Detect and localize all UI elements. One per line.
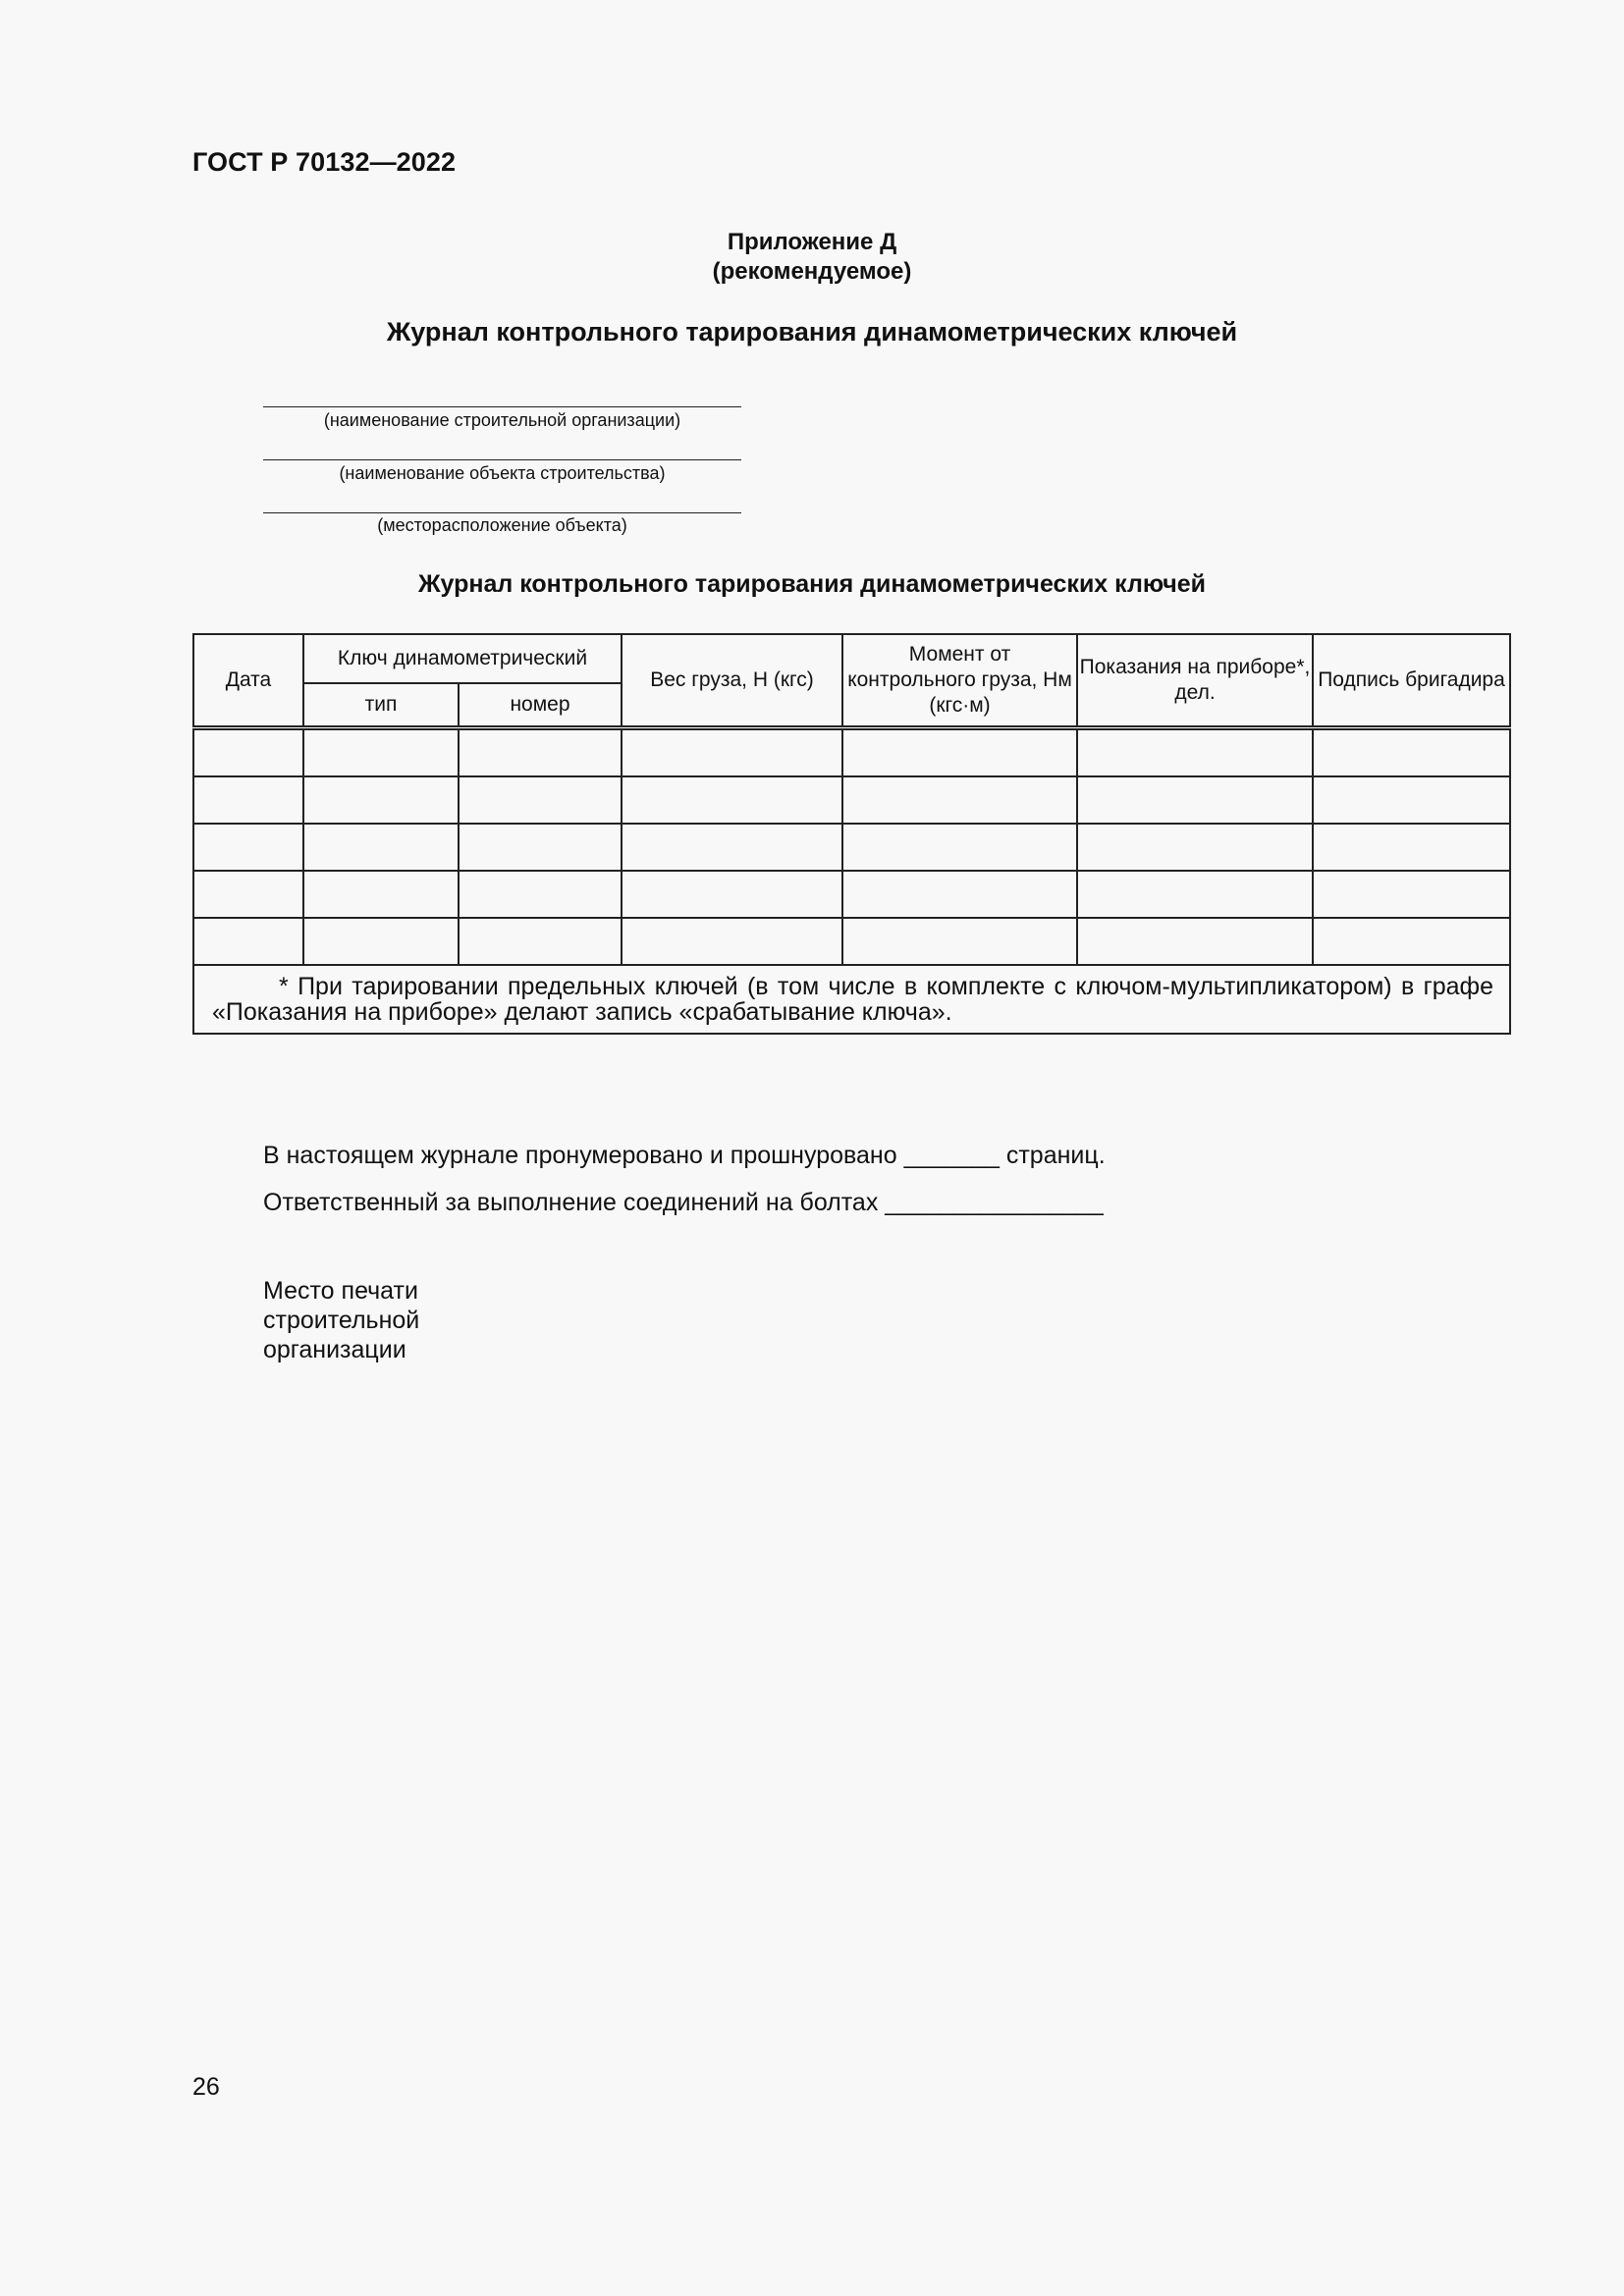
table-cell (459, 871, 622, 918)
table-cell (1313, 727, 1510, 776)
table-cell (303, 871, 459, 918)
table-cell (459, 824, 622, 871)
page-number: 26 (192, 2073, 220, 2101)
object-name-caption: (наименование объекта строительства) (339, 463, 666, 483)
table-footnote: * При тарировании предельных ключей (в том числе в комплекте с ключом-мультипликатором) в графе «Показания на приборе» делают запись «срабатывание ключа». (212, 972, 1493, 1026)
table-cell (193, 776, 303, 824)
table-cell (1077, 871, 1313, 918)
table-cell (1313, 871, 1510, 918)
document-id: ГОСТ Р 70132—2022 (192, 147, 457, 177)
table-cell (303, 824, 459, 871)
table-cell (622, 918, 842, 965)
journal-table-wrapper (192, 633, 1509, 1035)
footnote-row (193, 965, 1510, 1034)
header-weight: Вес груза, Н (кгс) (622, 634, 842, 727)
table-cell (1313, 918, 1510, 965)
stamp-line-3: организации (263, 1336, 406, 1363)
table-cell (193, 871, 303, 918)
table-cell (459, 727, 622, 776)
stamp-line-2: строительной (263, 1307, 420, 1334)
table-cell (1313, 776, 1510, 824)
table-title: Журнал контрольного тарирования динамометрических ключей (417, 570, 1207, 598)
location-line (263, 512, 741, 514)
table-cell (842, 727, 1077, 776)
organization-name-line (263, 406, 741, 408)
table-cell (303, 776, 459, 824)
table-row (193, 871, 1510, 918)
header-moment: Момент от контрольного груза, Нм (кгс·м) (842, 634, 1077, 727)
header-signature: Подпись бригадира (1313, 634, 1510, 727)
table-cell (459, 776, 622, 824)
table-cell (1077, 776, 1313, 824)
table-row (193, 918, 1510, 965)
header-date: Дата (193, 634, 303, 727)
header-reading: Показания на приборе*, дел. (1077, 634, 1313, 727)
object-name-line (263, 459, 741, 461)
table-cell (193, 727, 303, 776)
table-cell (303, 727, 459, 776)
table-cell (193, 918, 303, 965)
table-cell (193, 824, 303, 871)
table-cell (622, 727, 842, 776)
header-number: номер (459, 683, 622, 727)
table-cell (622, 824, 842, 871)
table-row (193, 824, 1510, 871)
table-cell (842, 871, 1077, 918)
header-type: тип (303, 683, 459, 727)
table-footnote-cell (193, 965, 1510, 1034)
table-cell (459, 918, 622, 965)
table-cell (1077, 727, 1313, 776)
table-cell (1077, 918, 1313, 965)
table-cell (842, 824, 1077, 871)
table-cell (622, 776, 842, 824)
header-wrench: Ключ динамометрический (303, 634, 622, 683)
table-cell (842, 918, 1077, 965)
table-row (193, 776, 1510, 824)
table-cell (1077, 824, 1313, 871)
journal-title: Журнал контрольного тарирования динамометрических ключей (386, 317, 1238, 347)
table-cell (1313, 824, 1510, 871)
table-row (193, 727, 1510, 776)
table-cell (842, 776, 1077, 824)
organization-name-caption: (наименование строительной организации) (323, 410, 681, 430)
location-caption: (месторасположение объекта) (377, 515, 627, 535)
table-cell (303, 918, 459, 965)
table-cell (622, 871, 842, 918)
stamp-place (263, 1276, 419, 1364)
appendix-subtitle: (рекомендуемое) (712, 258, 912, 285)
stamp-line-1: Место печати (263, 1277, 418, 1305)
responsible-statement: Ответственный за выполнение соединений на болтах ________________ (263, 1189, 1104, 1216)
journal-table (192, 633, 1511, 1035)
pages-statement: В настоящем журнале пронумеровано и прошнуровано _______ страниц. (263, 1142, 1106, 1169)
appendix-title: Приложение Д (727, 229, 897, 255)
